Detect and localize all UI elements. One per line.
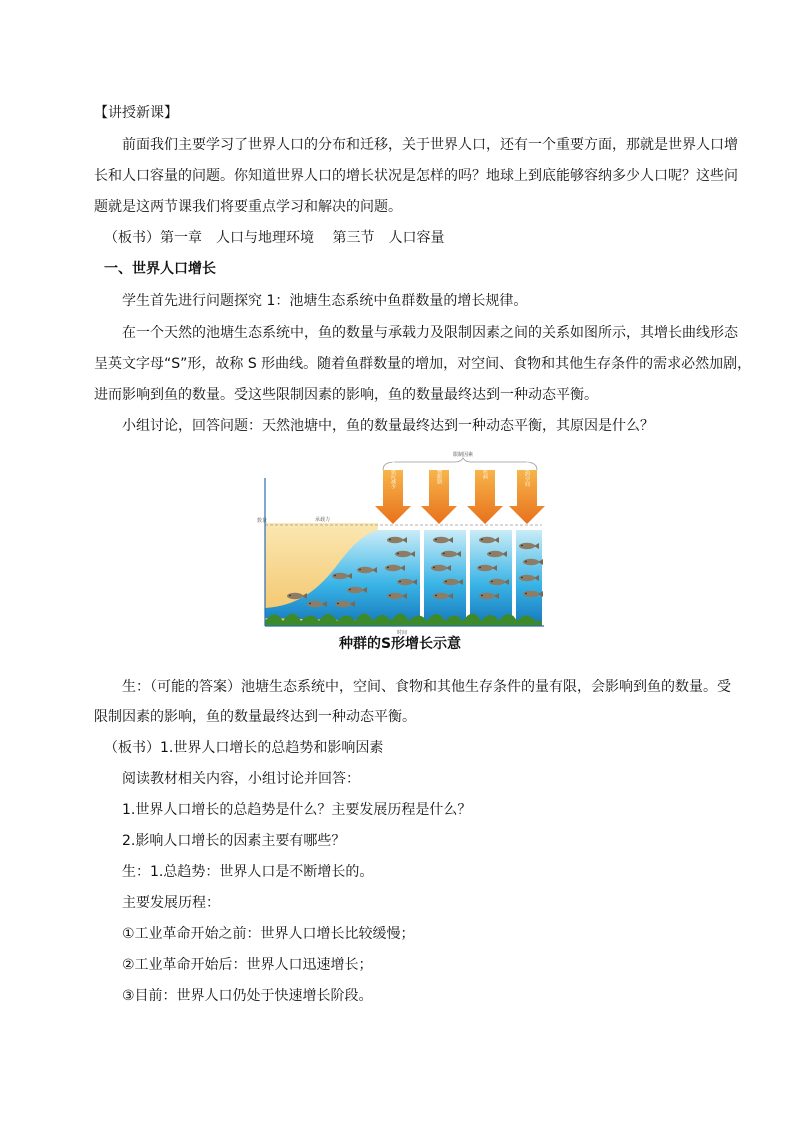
discussion-question: 小组讨论，回答问题：天然池塘中，鱼的数量最终达到一种动态平衡，其原因是什么？	[122, 418, 654, 434]
y-axis-label: 数量	[257, 518, 268, 524]
factor-label-4: 有限的空间	[524, 461, 530, 487]
question-1: 1.世界人口增长的总趋势是什么？主要发展历程是什么？	[122, 802, 472, 818]
capacity-label: 承载力	[315, 517, 331, 523]
figure-caption: 种群的S形增长示意	[338, 636, 462, 652]
factor-label-3: 疾病	[482, 469, 488, 479]
para2-line-1: 在一个天然的池塘生态系统中，鱼的数量与承载力及限制因素之间的关系如图所示，其增长曲线形态	[122, 325, 738, 341]
history-title: 主要发展历程：	[122, 895, 220, 911]
top-label: 限制因素	[452, 452, 474, 458]
factors-bracket	[383, 458, 537, 470]
history-item-2: ②工业革命开始后：世界人口迅速增长；	[122, 957, 373, 973]
s-curve-growth-figure	[255, 452, 545, 636]
para2-line-3: 进而影响到鱼的数量。受这些限制因素的影响，鱼的数量最终达到一种动态平衡。	[94, 387, 598, 403]
factor-label-2: 食物限制	[436, 464, 442, 484]
read-instruction: 阅读教材相关内容，小组讨论并回答：	[122, 771, 360, 787]
history-item-3: ③目前：世界人口仍处于快速增长阶段。	[122, 988, 373, 1004]
section-title-1: 一、世界人口增长	[104, 261, 216, 277]
board-note-2: （板书）1.世界人口增长的总趋势和影响因素	[104, 740, 384, 756]
section-heading: 【讲授新课】	[94, 105, 178, 121]
intro-line-2: 长和人口容量的问题。你知道世界人口的增长状况是怎样的吗？地球上到底能够容纳多少人口呢？这些问	[94, 168, 738, 184]
water-column-2	[424, 530, 466, 621]
para2-line-2: 呈英文字母“S”形，故称 S 形曲线。随着鱼群数量的增加，对空间、食物和其他生存条件的需求必然加剧，	[94, 356, 752, 372]
board-note-1: （板书）第一章 人口与地理环境 第三节 人口容量	[104, 230, 445, 246]
answer-line-1: 生：（可能的答案）池塘生态系统中，空间、食物和其他生存条件的量有限，会影响到鱼的数量。受	[122, 679, 731, 695]
factor-label-1: 氧气供应减少	[390, 459, 396, 489]
intro-line-3: 题就是这两节课我们将要重点学习和解决的问题。	[94, 199, 402, 215]
x-axis-label: 时间	[397, 630, 408, 636]
inquiry-text: 学生首先进行问题探究 1：池塘生态系统中鱼群数量的增长规律。	[122, 293, 528, 309]
history-item-1: ①工业革命开始之前：世界人口增长比较缓慢；	[122, 926, 415, 942]
water-column-3	[470, 530, 512, 621]
answer-trend: 生：1.总趋势：世界人口是不断增长的。	[122, 864, 374, 880]
intro-line-1: 前面我们主要学习了世界人口的分布和迁移，关于世界人口，还有一个重要方面，那就是世界人口增	[122, 137, 738, 153]
answer-line-2: 限制因素的影响，鱼的数量最终达到一种动态平衡。	[94, 709, 416, 725]
water-column-1	[378, 530, 420, 621]
question-2: 2.影响人口增长的因素主要有哪些？	[122, 833, 346, 849]
